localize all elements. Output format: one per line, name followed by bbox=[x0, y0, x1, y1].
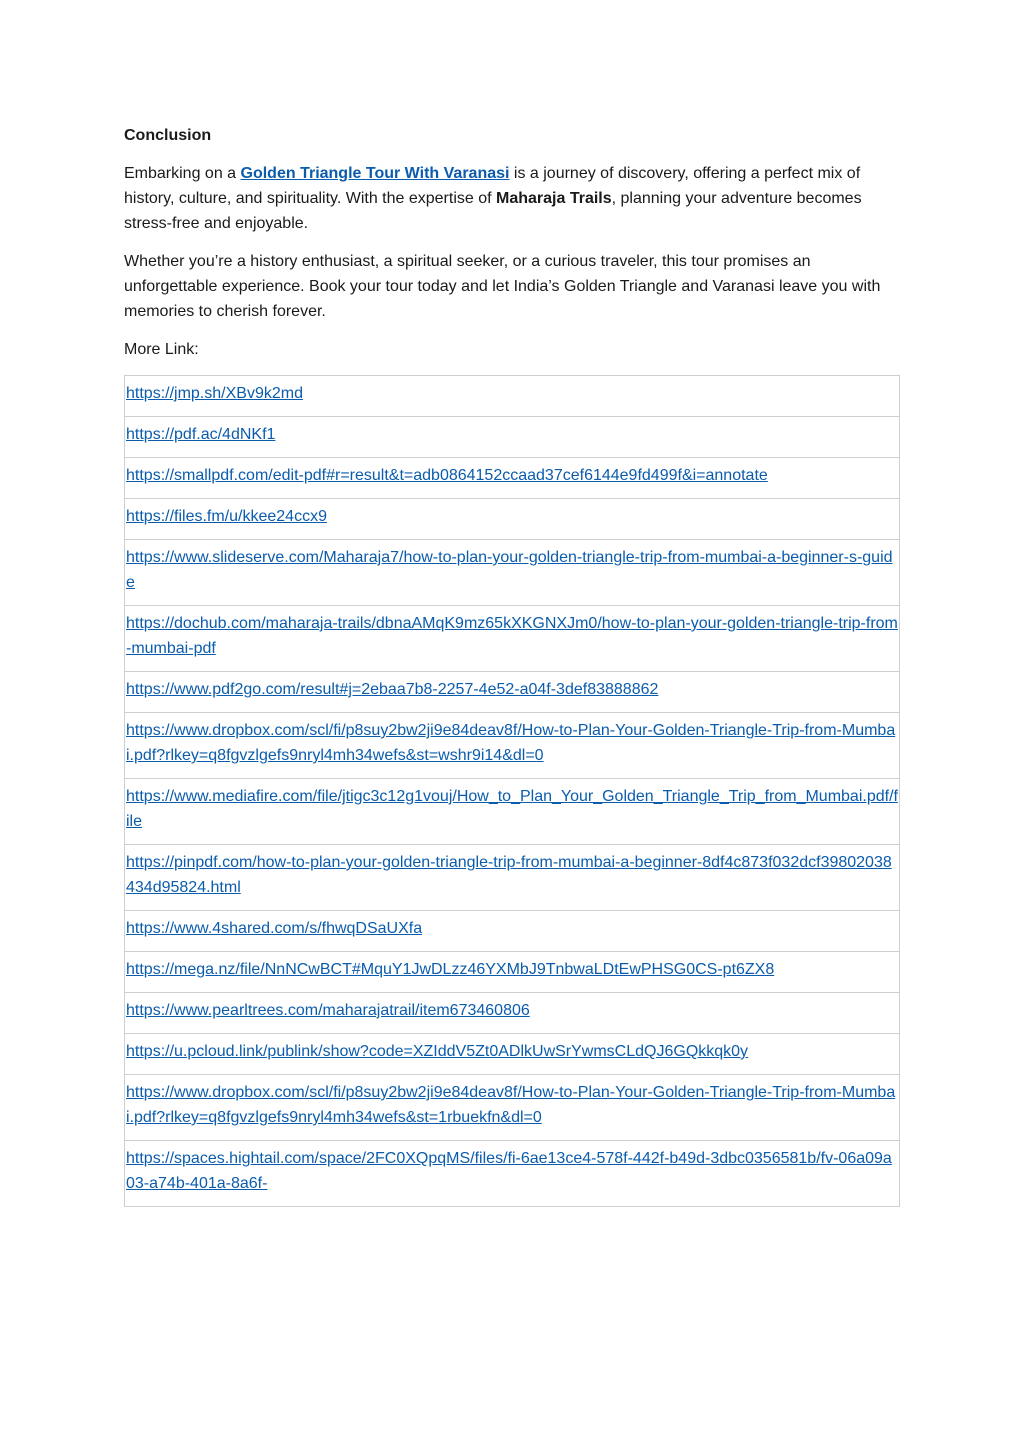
conclusion-paragraph bbox=[124, 161, 900, 236]
resource-link[interactable]: https://dochub.com/maharaja-trails/dbnaAMqK9mz65kXKGNXJm0/how-to-plan-your-golden-triangle-trip-from-mumbai-pdf bbox=[126, 615, 898, 657]
resource-link[interactable]: https://www.dropbox.com/scl/fi/p8suy2bw2ji9e84deav8f/How-to-Plan-Your-Golden-Triangle-Trip-from-Mumbai.pdf?rlkey=q8fgvzlgefs9nryl4mh34wefs&st=wshr9i14&dl=0 bbox=[126, 722, 896, 764]
resource-link[interactable]: https://mega.nz/file/NnNCwBCT#MquY1JwDLzz46YXMbJ9TnbwaLDtEwPHSG0CS-pt6ZX8 bbox=[126, 961, 775, 978]
link-cell bbox=[125, 499, 900, 540]
resource-link[interactable]: https://www.4shared.com/s/fhwqDSaUXfa bbox=[126, 920, 423, 937]
closing-paragraph: Whether you’re a history enthusiast, a spiritual seeker, or a curious traveler, this tour promises an unforgettable experience. Book your tour today and let India’s Golden Triangle and Varanasi leave you with memories to cherish forever. bbox=[124, 253, 881, 320]
link-cell bbox=[125, 952, 900, 993]
document-page bbox=[124, 124, 900, 1207]
link-cell bbox=[125, 911, 900, 952]
table-row bbox=[125, 1141, 900, 1207]
table-row bbox=[125, 713, 900, 779]
resource-link[interactable]: https://pdf.ac/4dNKf1 bbox=[126, 426, 276, 443]
table-row bbox=[125, 499, 900, 540]
table-row bbox=[125, 952, 900, 993]
table-row bbox=[125, 1034, 900, 1075]
section-heading: Conclusion bbox=[124, 127, 212, 144]
table-row bbox=[125, 540, 900, 606]
resource-link[interactable]: https://www.dropbox.com/scl/fi/p8suy2bw2ji9e84deav8f/How-to-Plan-Your-Golden-Triangle-Trip-from-Mumbai.pdf?rlkey=q8fgvzlgefs9nryl4mh34wefs&st=1rbuekfn&dl=0 bbox=[126, 1084, 896, 1126]
table-row bbox=[125, 1075, 900, 1141]
table-row bbox=[125, 845, 900, 911]
resource-link[interactable]: https://www.slideserve.com/Maharaja7/how-to-plan-your-golden-triangle-trip-from-mumbai-a-beginner-s-guide bbox=[126, 549, 893, 591]
table-row bbox=[125, 993, 900, 1034]
link-cell bbox=[125, 713, 900, 779]
resource-link[interactable]: https://files.fm/u/kkee24ccx9 bbox=[126, 508, 327, 525]
paragraph-text: is a journey of discovery, offering a perfect mix of history, culture, and spirituality. With the expertise of bbox=[124, 165, 861, 207]
brand-name: Maharaja Trails bbox=[496, 190, 612, 207]
link-cell bbox=[125, 458, 900, 499]
resource-link[interactable]: https://www.pearltrees.com/maharajatrail/item673460806 bbox=[126, 1002, 530, 1019]
table-row bbox=[125, 458, 900, 499]
resource-link[interactable]: https://www.mediafire.com/file/jtigc3c12g1vouj/How_to_Plan_Your_Golden_Triangle_Trip_from_Mumbai.pdf/file bbox=[126, 788, 898, 830]
table-row bbox=[125, 417, 900, 458]
table-row bbox=[125, 911, 900, 952]
more-link-label: More Link: bbox=[124, 341, 199, 358]
link-cell bbox=[125, 1075, 900, 1141]
link-cell bbox=[125, 1034, 900, 1075]
table-row bbox=[125, 606, 900, 672]
link-cell bbox=[125, 779, 900, 845]
link-cell bbox=[125, 845, 900, 911]
link-cell bbox=[125, 417, 900, 458]
table-row bbox=[125, 779, 900, 845]
link-cell bbox=[125, 1141, 900, 1207]
paragraph-text: , planning your adventure becomes stress-free and enjoyable. bbox=[124, 190, 862, 232]
resource-link[interactable]: https://spaces.hightail.com/space/2FC0XQpqMS/files/fi-6ae13ce4-578f-442f-b49d-3dbc0356581b/fv-06a09a03-a74b-401a-8a6f- bbox=[126, 1150, 892, 1192]
table-row bbox=[125, 376, 900, 417]
golden-triangle-tour-link[interactable]: Golden Triangle Tour With Varanasi bbox=[240, 165, 510, 182]
resource-link[interactable]: https://www.pdf2go.com/result#j=2ebaa7b8-2257-4e52-a04f-3def83888862 bbox=[126, 681, 659, 698]
link-cell bbox=[125, 993, 900, 1034]
link-cell bbox=[125, 672, 900, 713]
link-cell bbox=[125, 606, 900, 672]
table-row bbox=[125, 672, 900, 713]
links-table bbox=[124, 375, 900, 1207]
resource-link[interactable]: https://pinpdf.com/how-to-plan-your-golden-triangle-trip-from-mumbai-a-beginner-8df4c873f032dcf39802038434d95824.html bbox=[126, 854, 892, 896]
resource-link[interactable]: https://u.pcloud.link/publink/show?code=XZIddV5Zt0ADlkUwSrYwmsCLdQJ6GQkkqk0y bbox=[126, 1043, 749, 1060]
link-cell bbox=[125, 376, 900, 417]
link-cell bbox=[125, 540, 900, 606]
resource-link[interactable]: https://jmp.sh/XBv9k2md bbox=[126, 385, 303, 402]
paragraph-text: Embarking on a bbox=[124, 165, 241, 182]
resource-link[interactable]: https://smallpdf.com/edit-pdf#r=result&t=adb0864152ccaad37cef6144e9fd499f&i=annotate bbox=[126, 467, 768, 484]
links-table-body bbox=[125, 376, 900, 1207]
